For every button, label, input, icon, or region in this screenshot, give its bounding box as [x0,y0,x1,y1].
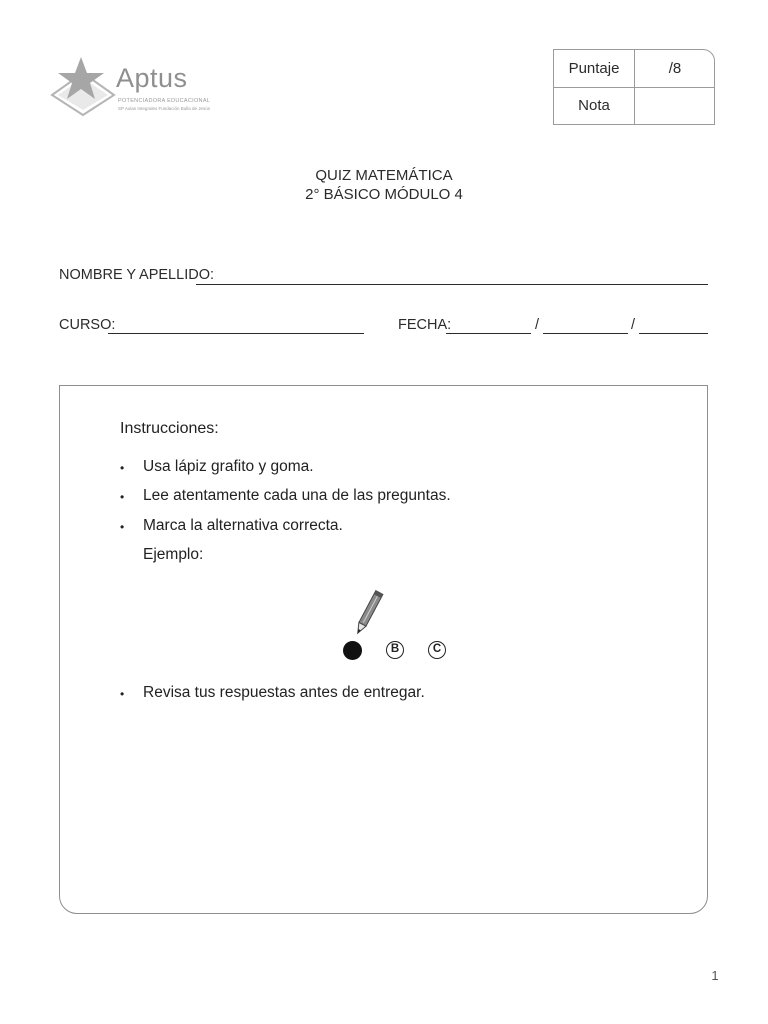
logo-tagline: POTENCIADORA EDUCACIONAL [118,98,211,104]
filled-bubble-a [343,641,362,660]
bullet-icon: • [120,687,125,701]
date-month-field[interactable] [543,333,628,334]
aptus-logo [50,55,211,120]
bullet-icon: • [120,490,125,504]
instruction-item: Usa lápiz grafito y goma. [143,458,314,475]
course-label: CURSO: [59,317,116,333]
pencil-icon [348,590,388,642]
instructions-heading: Instrucciones: [120,420,219,437]
logo-subline: SP Aulas Integrales Fundación Bulla de Jesús [118,106,210,111]
logo-brand-text: Aptus [116,63,188,93]
grade-label: Nota [578,97,610,114]
score-table-divider [634,50,635,124]
name-label: NOMBRE Y APELLIDO: [59,267,214,283]
instruction-item: Lee atentamente cada una de las preguntas. [143,487,451,504]
score-value-field[interactable]: /8 [668,60,682,77]
instruction-item: Marca la alternativa correcta. [143,517,343,534]
instruction-item: Revisa tus respuestas antes de entregar. [143,684,425,701]
date-separator-1: / [535,317,540,333]
score-label: Puntaje [568,60,620,77]
title-line-1: QUIZ MATEMÁTICA [315,167,453,184]
bullet-icon: • [120,461,125,475]
course-field[interactable] [108,333,364,334]
star-logo-icon [50,55,116,117]
name-field[interactable] [196,284,708,285]
date-separator-2: / [631,317,636,333]
bubble-option-c: C [428,641,446,659]
date-label: FECHA: [398,317,452,333]
date-year-field[interactable] [639,333,708,334]
bullet-icon: • [120,520,125,534]
score-table [553,49,715,125]
page-number: 1 [711,968,719,983]
date-day-field[interactable] [446,333,531,334]
page-title [0,166,768,204]
grade-value-field[interactable] [635,87,715,124]
example-label: Ejemplo: [143,546,204,563]
title-line-2: 2° BÁSICO MÓDULO 4 [305,186,463,203]
bubble-option-b: B [386,641,404,659]
